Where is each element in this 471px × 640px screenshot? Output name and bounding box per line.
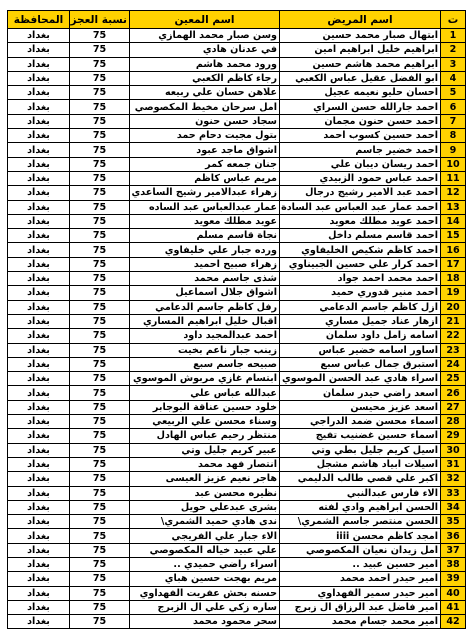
row-number: 18: [441, 272, 466, 286]
header-caregiver-name: اسم المعين: [130, 11, 280, 29]
patient-name-cell: امير فاضل عبد الرزاق ال زبرج: [280, 600, 441, 614]
table-row: [8, 200, 466, 214]
caregiver-name-cell: بشرى عبدعلي حويل: [130, 500, 280, 514]
row-number: 11: [441, 171, 466, 185]
disability-percent-cell: 75: [70, 357, 130, 371]
patient-name-cell: امير حسين عبيد ..: [280, 557, 441, 571]
governorate-cell: بغداد: [8, 372, 70, 386]
caregiver-name-cell: اشواق ماجد عبود: [130, 143, 280, 157]
disability-percent-cell: 75: [70, 443, 130, 457]
governorate-cell: بغداد: [8, 586, 70, 600]
caregiver-name-cell: عبير كريم جليل وتي: [130, 443, 280, 457]
table-row: [8, 286, 466, 300]
governorate-cell: بغداد: [8, 29, 70, 43]
patient-name-cell: اسراء هادي عبد الحسن الموسوي: [280, 372, 441, 386]
row-number: 24: [441, 357, 466, 371]
governorate-cell: بغداد: [8, 429, 70, 443]
patient-name-cell: ابراهيم محمد هاشم حسين: [280, 57, 441, 71]
table-row: [8, 486, 466, 500]
table-row: [8, 143, 466, 157]
caregiver-name-cell: خلود حسين عناقة البوجابر: [130, 400, 280, 414]
table-row: [8, 472, 466, 486]
table-row: [8, 529, 466, 543]
disability-percent-cell: 75: [70, 186, 130, 200]
row-number: 20: [441, 300, 466, 314]
table-row: [8, 129, 466, 143]
caregiver-name-cell: عمار عبدالعباس عبد الساده: [130, 200, 280, 214]
row-number: 10: [441, 157, 466, 171]
patient-name-cell: احمد حسن حنون مجمان: [280, 114, 441, 128]
header-disability-percent: نسبة العجز: [70, 11, 130, 29]
disability-table: [7, 10, 466, 629]
governorate-cell: بغداد: [8, 400, 70, 414]
governorate-cell: بغداد: [8, 500, 70, 514]
table-row: [8, 329, 466, 343]
patient-name-cell: احمد حسين كسوب احمد: [280, 129, 441, 143]
governorate-cell: بغداد: [8, 157, 70, 171]
table-row: [8, 171, 466, 185]
caregiver-name-cell: زينب جبار ناعم بخيت: [130, 343, 280, 357]
governorate-cell: بغداد: [8, 286, 70, 300]
patient-name-cell: امير حيدر سمير الفهداوي: [280, 586, 441, 600]
patient-name-cell: احمد خضير جاسم: [280, 143, 441, 157]
caregiver-name-cell: جنان جمعه كمر: [130, 157, 280, 171]
governorate-cell: بغداد: [8, 114, 70, 128]
disability-list-sheet: [7, 10, 465, 629]
row-number: 33: [441, 486, 466, 500]
patient-name-cell: احمد محمد احمد جواد: [280, 272, 441, 286]
disability-percent-cell: 75: [70, 457, 130, 471]
disability-percent-cell: 75: [70, 500, 130, 514]
disability-percent-cell: 75: [70, 243, 130, 257]
row-number: 6: [441, 100, 466, 114]
caregiver-name-cell: ورود محمد هاشم: [130, 57, 280, 71]
patient-name-cell: ازل كاظم جاسم الدعامي: [280, 300, 441, 314]
caregiver-name-cell: مريم بهجت حسين هباي: [130, 572, 280, 586]
row-number: 2: [441, 43, 466, 57]
table-row: [8, 214, 466, 228]
disability-percent-cell: 75: [70, 572, 130, 586]
governorate-cell: بغداد: [8, 143, 70, 157]
patient-name-cell: الاء فارس عبدالنبي: [280, 486, 441, 500]
table-row: [8, 372, 466, 386]
caregiver-name-cell: سحر محمود محمد: [130, 615, 280, 629]
table-body: [8, 29, 466, 629]
table-row: [8, 114, 466, 128]
table-row: [8, 429, 466, 443]
caregiver-name-cell: علي عبيد خياله المكصوصي: [130, 543, 280, 557]
row-number: 8: [441, 129, 466, 143]
patient-name-cell: احسان حليو نعيمه عجيل: [280, 86, 441, 100]
caregiver-name-cell: ورده جبار علي خليفاوي: [130, 243, 280, 257]
governorate-cell: بغداد: [8, 100, 70, 114]
caregiver-name-cell: سجاد حسن حنون: [130, 114, 280, 128]
patient-name-cell: امير حيدر احمد محمد: [280, 572, 441, 586]
patient-name-cell: اكبر علي قصي طالب الدليمي: [280, 472, 441, 486]
row-number: 30: [441, 443, 466, 457]
table-row: [8, 257, 466, 271]
row-number: 31: [441, 457, 466, 471]
governorate-cell: بغداد: [8, 572, 70, 586]
table-row: [8, 500, 466, 514]
patient-name-cell: احمد عباس حمود الزبيدي: [280, 171, 441, 185]
disability-percent-cell: 75: [70, 586, 130, 600]
disability-percent-cell: 75: [70, 543, 130, 557]
disability-percent-cell: 75: [70, 200, 130, 214]
governorate-cell: بغداد: [8, 129, 70, 143]
row-number: 1: [441, 29, 466, 43]
caregiver-name-cell: اسراء راضي حميدي ..: [130, 557, 280, 571]
caregiver-name-cell: عبدالله عباس علي: [130, 386, 280, 400]
disability-percent-cell: 75: [70, 314, 130, 328]
patient-name-cell: ابراهيم خليل ابراهيم امين: [280, 43, 441, 57]
table-row: [8, 343, 466, 357]
patient-name-cell: احمد جارالله حسن السراي: [280, 100, 441, 114]
table-row: [8, 314, 466, 328]
governorate-cell: بغداد: [8, 43, 70, 57]
patient-name-cell: احمد عويد مطلك معويد: [280, 214, 441, 228]
row-number: 13: [441, 200, 466, 214]
row-number: 15: [441, 229, 466, 243]
row-number: 4: [441, 71, 466, 85]
row-number: 16: [441, 243, 466, 257]
caregiver-name-cell: الاء جبار علي الفريجي: [130, 529, 280, 543]
governorate-cell: بغداد: [8, 615, 70, 629]
caregiver-name-cell: زهراء صبيح احميد: [130, 257, 280, 271]
caregiver-name-cell: ابتسام غازي مربوش الموسوي: [130, 372, 280, 386]
disability-percent-cell: 75: [70, 286, 130, 300]
governorate-cell: بغداد: [8, 415, 70, 429]
patient-name-cell: امجد كاظم محسن iiii: [280, 529, 441, 543]
caregiver-name-cell: احمد عبدالمجيد داود: [130, 329, 280, 343]
row-number: 34: [441, 500, 466, 514]
disability-percent-cell: 75: [70, 143, 130, 157]
governorate-cell: بغداد: [8, 515, 70, 529]
table-row: [8, 515, 466, 529]
disability-percent-cell: 75: [70, 515, 130, 529]
governorate-cell: بغداد: [8, 557, 70, 571]
table-row: [8, 300, 466, 314]
table-row: [8, 457, 466, 471]
caregiver-name-cell: عويد مطلك معويد: [130, 214, 280, 228]
governorate-cell: بغداد: [8, 443, 70, 457]
patient-name-cell: الحسن منتصر جاسم الشمري\: [280, 515, 441, 529]
row-number: 28: [441, 415, 466, 429]
patient-name-cell: احمد منير قدوري حميد: [280, 286, 441, 300]
row-number: 26: [441, 386, 466, 400]
disability-percent-cell: 75: [70, 57, 130, 71]
patient-name-cell: ابو الفضل عقيل عباس الكعبي: [280, 71, 441, 85]
governorate-cell: بغداد: [8, 214, 70, 228]
header-number: ت: [441, 11, 466, 29]
row-number: 17: [441, 257, 466, 271]
caregiver-name-cell: صبيحه جاسم سبع: [130, 357, 280, 371]
governorate-cell: بغداد: [8, 486, 70, 500]
patient-name-cell: ازهار عناد جميل مساري: [280, 314, 441, 328]
governorate-cell: بغداد: [8, 300, 70, 314]
governorate-cell: بغداد: [8, 529, 70, 543]
governorate-cell: بغداد: [8, 343, 70, 357]
disability-percent-cell: 75: [70, 71, 130, 85]
caregiver-name-cell: اشواق جلال اسماعيل: [130, 286, 280, 300]
disability-percent-cell: 75: [70, 486, 130, 500]
patient-name-cell: اساور اسامه خضير عباس: [280, 343, 441, 357]
patient-name-cell: الحسن ابراهيم وادي لفته: [280, 500, 441, 514]
governorate-cell: بغداد: [8, 243, 70, 257]
disability-percent-cell: 75: [70, 372, 130, 386]
table-row: [8, 71, 466, 85]
patient-name-cell: امل زيدان نعيان المكصوصي: [280, 543, 441, 557]
row-number: 22: [441, 329, 466, 343]
governorate-cell: بغداد: [8, 457, 70, 471]
governorate-cell: بغداد: [8, 272, 70, 286]
table-row: [8, 615, 466, 629]
governorate-cell: بغداد: [8, 257, 70, 271]
table-row: [8, 29, 466, 43]
governorate-cell: بغداد: [8, 200, 70, 214]
row-number: 23: [441, 343, 466, 357]
caregiver-name-cell: زهراء عبدالامير رشيج الساعدي: [130, 186, 280, 200]
header-patient-name: اسم المريض: [280, 11, 441, 29]
governorate-cell: بغداد: [8, 229, 70, 243]
disability-percent-cell: 75: [70, 615, 130, 629]
caregiver-name-cell: رفل كاظم جاسم الدعامي: [130, 300, 280, 314]
disability-percent-cell: 75: [70, 472, 130, 486]
disability-percent-cell: 75: [70, 229, 130, 243]
disability-percent-cell: 75: [70, 29, 130, 43]
governorate-cell: بغداد: [8, 472, 70, 486]
governorate-cell: بغداد: [8, 86, 70, 100]
row-number: 39: [441, 572, 466, 586]
governorate-cell: بغداد: [8, 57, 70, 71]
table-row: [8, 400, 466, 414]
row-number: 3: [441, 57, 466, 71]
patient-name-cell: احمد عمار عبد العباس عبد السادة: [280, 200, 441, 214]
caregiver-name-cell: حسنه بحش عفريت الفهداوي: [130, 586, 280, 600]
row-number: 41: [441, 600, 466, 614]
patient-name-cell: احمد ريسان ديبان علي: [280, 157, 441, 171]
row-number: 40: [441, 586, 466, 600]
patient-name-cell: اسعد راضي حيدر سلمان: [280, 386, 441, 400]
disability-percent-cell: 75: [70, 100, 130, 114]
header-governorate: المحافظة: [8, 11, 70, 29]
row-number: 42: [441, 615, 466, 629]
caregiver-name-cell: نجاة قاسم مسلم: [130, 229, 280, 243]
caregiver-name-cell: اقبال خليل ابراهيم المساري: [130, 314, 280, 328]
disability-percent-cell: 75: [70, 43, 130, 57]
disability-percent-cell: 75: [70, 600, 130, 614]
row-number: 29: [441, 429, 466, 443]
caregiver-name-cell: علاهن حسان علي ربيعه: [130, 86, 280, 100]
disability-percent-cell: 75: [70, 400, 130, 414]
disability-percent-cell: 75: [70, 86, 130, 100]
patient-name-cell: ابتهال صبار محمد حسين: [280, 29, 441, 43]
table-row: [8, 157, 466, 171]
caregiver-name-cell: رجاء كاظم الكعبي: [130, 71, 280, 85]
disability-percent-cell: 75: [70, 429, 130, 443]
table-row: [8, 586, 466, 600]
row-number: 14: [441, 214, 466, 228]
caregiver-name-cell: وسن صبار محمد الهمازي: [130, 29, 280, 43]
patient-name-cell: امير محمد جسام محمد: [280, 615, 441, 629]
table-row: [8, 572, 466, 586]
disability-percent-cell: 75: [70, 157, 130, 171]
row-number: 21: [441, 314, 466, 328]
disability-percent-cell: 75: [70, 257, 130, 271]
caregiver-name-cell: في عدنان هادي: [130, 43, 280, 57]
governorate-cell: بغداد: [8, 357, 70, 371]
disability-percent-cell: 75: [70, 129, 130, 143]
disability-percent-cell: 75: [70, 214, 130, 228]
caregiver-name-cell: وسناء محسن علي الربيعي: [130, 415, 280, 429]
patient-name-cell: احمد عبد الامير رشيج درجال: [280, 186, 441, 200]
governorate-cell: بغداد: [8, 71, 70, 85]
patient-name-cell: اسعد عزيز محيسن: [280, 400, 441, 414]
patient-name-cell: احمد كاظم شكيص الخليفاوي: [280, 243, 441, 257]
disability-percent-cell: 75: [70, 272, 130, 286]
table-row: [8, 243, 466, 257]
governorate-cell: بغداد: [8, 543, 70, 557]
table-row: [8, 57, 466, 71]
table-row: [8, 272, 466, 286]
disability-percent-cell: 75: [70, 343, 130, 357]
table-row: [8, 386, 466, 400]
disability-percent-cell: 75: [70, 415, 130, 429]
row-number: 25: [441, 372, 466, 386]
row-number: 35: [441, 515, 466, 529]
caregiver-name-cell: شذى جاسم محمد: [130, 272, 280, 286]
patient-name-cell: احمد كرار علي حسين الجبيناوي: [280, 257, 441, 271]
governorate-cell: بغداد: [8, 329, 70, 343]
row-number: 7: [441, 114, 466, 128]
caregiver-name-cell: نظيره محسن عبد: [130, 486, 280, 500]
row-number: 12: [441, 186, 466, 200]
governorate-cell: بغداد: [8, 314, 70, 328]
caregiver-name-cell: مريم عباس كاظم: [130, 171, 280, 185]
disability-percent-cell: 75: [70, 329, 130, 343]
row-number: 32: [441, 472, 466, 486]
caregiver-name-cell: منتظر رحيم عباس الهادل: [130, 429, 280, 443]
table-row: [8, 86, 466, 100]
patient-name-cell: اسامه زامل داود سلمان: [280, 329, 441, 343]
table-row: [8, 357, 466, 371]
patient-name-cell: اسيلات ابياد هاشم مشجل: [280, 457, 441, 471]
disability-percent-cell: 75: [70, 557, 130, 571]
row-number: 38: [441, 557, 466, 571]
governorate-cell: بغداد: [8, 171, 70, 185]
table-row: [8, 415, 466, 429]
caregiver-name-cell: امل سرحان مخيط المكصوصي: [130, 100, 280, 114]
patient-name-cell: احمد قاسم مسلم داخل: [280, 229, 441, 243]
table-row: [8, 557, 466, 571]
patient-name-cell: استبرق جمال عباس سبع: [280, 357, 441, 371]
caregiver-name-cell: انتصار فهد محمد: [130, 457, 280, 471]
row-number: 19: [441, 286, 466, 300]
table-row: [8, 229, 466, 243]
patient-name-cell: اسماء حسين غضنيب تفيج: [280, 429, 441, 443]
caregiver-name-cell: بتول مجيت دحام حمد: [130, 129, 280, 143]
disability-percent-cell: 75: [70, 529, 130, 543]
table-row: [8, 100, 466, 114]
governorate-cell: بغداد: [8, 186, 70, 200]
caregiver-name-cell: ساره زكي علي ال الزبرج: [130, 600, 280, 614]
caregiver-name-cell: ندى هادي حميد الشمري\: [130, 515, 280, 529]
governorate-cell: بغداد: [8, 600, 70, 614]
table-header-row: [8, 11, 466, 29]
caregiver-name-cell: هاجر نعيم عزيز العيسى: [130, 472, 280, 486]
table-row: [8, 543, 466, 557]
table-row: [8, 186, 466, 200]
disability-percent-cell: 75: [70, 171, 130, 185]
row-number: 9: [441, 143, 466, 157]
row-number: 37: [441, 543, 466, 557]
patient-name-cell: اسيل كريم جليل بطي وتي: [280, 443, 441, 457]
row-number: 36: [441, 529, 466, 543]
table-row: [8, 600, 466, 614]
disability-percent-cell: 75: [70, 386, 130, 400]
patient-name-cell: اسماء محسن ضمد الدراجي: [280, 415, 441, 429]
table-row: [8, 43, 466, 57]
table-row: [8, 443, 466, 457]
disability-percent-cell: 75: [70, 300, 130, 314]
disability-percent-cell: 75: [70, 114, 130, 128]
row-number: 5: [441, 86, 466, 100]
row-number: 27: [441, 400, 466, 414]
governorate-cell: بغداد: [8, 386, 70, 400]
